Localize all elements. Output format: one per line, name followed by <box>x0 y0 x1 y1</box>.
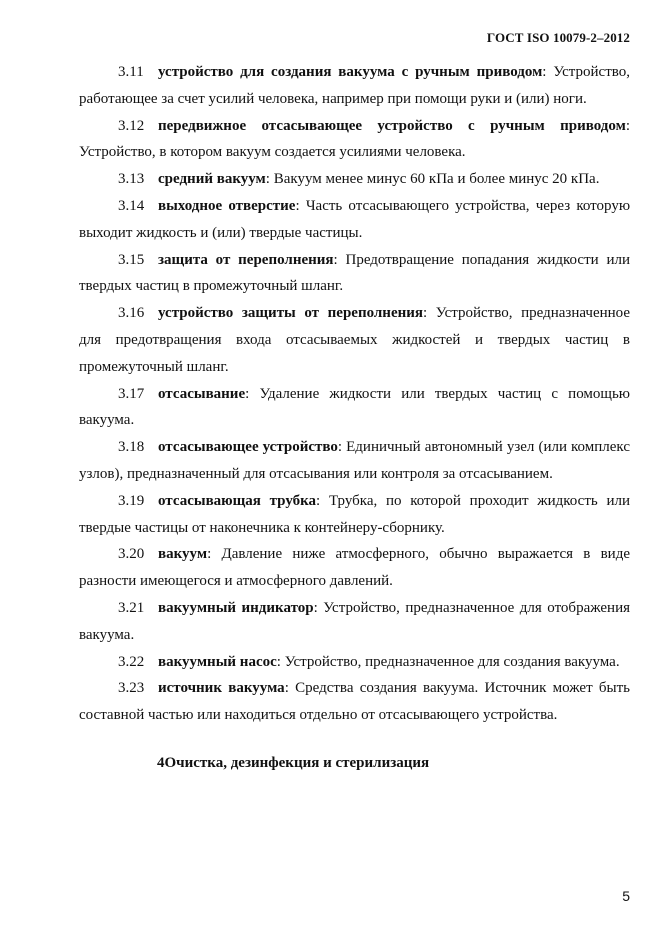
entry-definition: Удаление жидкости или твердых частиц с помощью вакуума. <box>79 385 630 429</box>
page-number: 5 <box>622 888 630 904</box>
entry-term: вакуумный индикатор <box>158 599 314 616</box>
entry-definition: Устройство, предназначенное для предотвращения входа отсасываемых жидкостей и твердых частиц в промежуточный шланг. <box>79 305 630 375</box>
entry-definition: Устройство, предназначенное для отображения вакуума. <box>79 599 630 643</box>
entry-term: защита от переполнения <box>158 251 334 268</box>
entry-definition: Средства создания вакуума. Источник может быть составной частью или находиться отдельно от отсасывающего устройства. <box>79 680 631 724</box>
entry-term: источник вакуума <box>158 680 285 697</box>
definition-entry: 3.13 средний вакуум: Вакуум менее минус 60 кПа и более минус 20 кПа. <box>79 166 630 193</box>
document-header: ГОСТ ISO 10079-2–2012 <box>486 30 630 45</box>
definition-entry: 3.22 вакуумный насос: Устройство, предназначенное для создания вакуума. <box>79 649 630 676</box>
entry-term: средний вакуум <box>158 171 266 188</box>
entry-number: 3.11 <box>118 64 144 80</box>
entry-number: 3.20 <box>118 546 145 563</box>
entry-definition: Устройство, предназначенное для создания вакуума. <box>284 653 620 670</box>
entry-definition: Давление ниже атмосферного, обычно выражается в виде разности имеющегося и атмосферного давлений. <box>79 546 630 590</box>
entry-term: вакуум <box>158 546 208 563</box>
entry-term: отсасывающее устройство <box>158 439 338 456</box>
entry-number: 3.14 <box>118 197 145 214</box>
section-title: Очистка, дезинфекция и стерилизация <box>164 754 430 771</box>
section-number: 4 <box>157 754 165 771</box>
entry-number: 3.15 <box>118 251 145 268</box>
definition-entry: 3.20 вакуум: Давление ниже атмосферного, обычно выражается в виде разности имеющегося и атмосферного давлений. <box>79 541 630 595</box>
entry-definition: Часть отсасывающего устройства, через которую выходит жидкость и (или) твердые частицы. <box>79 197 631 241</box>
entry-term: отсасывающая трубка <box>158 492 317 509</box>
definition-entry: 3.14 выходное отверстие: Часть отсасывающего устройства, через которую выходит жидкость и (или) твердые частицы. <box>79 193 630 247</box>
definition-entry: 3.15 защита от переполнения: Предотвращение попадания жидкости или твердых частиц в промежуточный шланг. <box>79 247 630 301</box>
entry-number: 3.21 <box>118 599 145 616</box>
entry-term: устройство для создания вакуума с ручным приводом <box>158 64 543 80</box>
definition-entry: 3.17 отсасывание: Удаление жидкости или твердых частиц с помощью вакуума. <box>79 381 630 435</box>
definition-entry: 3.11 устройство для создания вакуума с ручным приводом: Устройство, работающее за счет усилий человека, например при помощи руки и (или) ноги. <box>79 59 630 113</box>
entry-number: 3.22 <box>118 653 145 670</box>
entry-definition: Трубка, по которой проходит жидкость или твердые частицы от наконечника к контейнеру-сборнику. <box>79 492 630 536</box>
entry-term: устройство защиты от переполнения <box>158 305 424 322</box>
definition-entry: 3.19 отсасывающая трубка: Трубка, по которой проходит жидкость или твердые частицы от наконечника к контейнеру-сборнику. <box>79 488 630 542</box>
entry-definition: Вакуум менее минус 60 кПа и более минус 20 кПа. <box>273 171 600 188</box>
entry-number: 3.23 <box>118 680 145 697</box>
definition-entry: 3.18 отсасывающее устройство: Единичный автономный узел (или комплекс узлов), предназначенный для отсасывания или контроля за отсасыванием. <box>79 434 630 488</box>
definition-entry: 3.12 передвижное отсасывающее устройство с ручным приводом: Устройство, в котором вакуум создается усилиями человека. <box>79 113 630 167</box>
entry-term: отсасывание <box>158 385 246 402</box>
entry-number: 3.17 <box>118 385 145 402</box>
entry-term: выходное отверстие <box>158 197 296 214</box>
entry-definition: Устройство, в котором вакуум создается усилиями человека. <box>79 144 466 161</box>
entry-number: 3.19 <box>118 492 145 509</box>
definition-entry: 3.21 вакуумный индикатор: Устройство, предназначенное для отображения вакуума. <box>79 595 630 649</box>
entry-number: 3.13 <box>118 171 145 188</box>
entry-number: 3.16 <box>118 305 145 322</box>
entry-number: 3.12 <box>118 117 145 134</box>
entry-term: вакуумный насос <box>158 653 277 670</box>
entry-definition: Единичный автономный узел (или комплекс узлов), предназначенный для отсасывания или контроля за отсасыванием. <box>79 439 630 482</box>
entry-definition: Устройство, работающее за счет усилий человека, например при помощи руки и (или) ноги. <box>79 64 630 107</box>
entry-term: передвижное отсасывающее устройство с ручным приводом <box>158 117 626 134</box>
definition-entry: 3.16 устройство защиты от переполнения: Устройство, предназначенное для предотвращения входа отсасываемых жидкостей и твердых частиц в промежуточный шланг. <box>79 300 630 380</box>
section-heading <box>79 750 630 777</box>
entry-number: 3.18 <box>118 439 145 456</box>
definition-entry: 3.23 источник вакуума: Средства создания вакуума. Источник может быть составной частью или находиться отдельно от отсасывающего устройства. <box>79 675 630 729</box>
document-body <box>79 59 630 792</box>
entry-definition: Предотвращение попадания жидкости или твердых частиц в промежуточный шланг. <box>79 251 630 295</box>
